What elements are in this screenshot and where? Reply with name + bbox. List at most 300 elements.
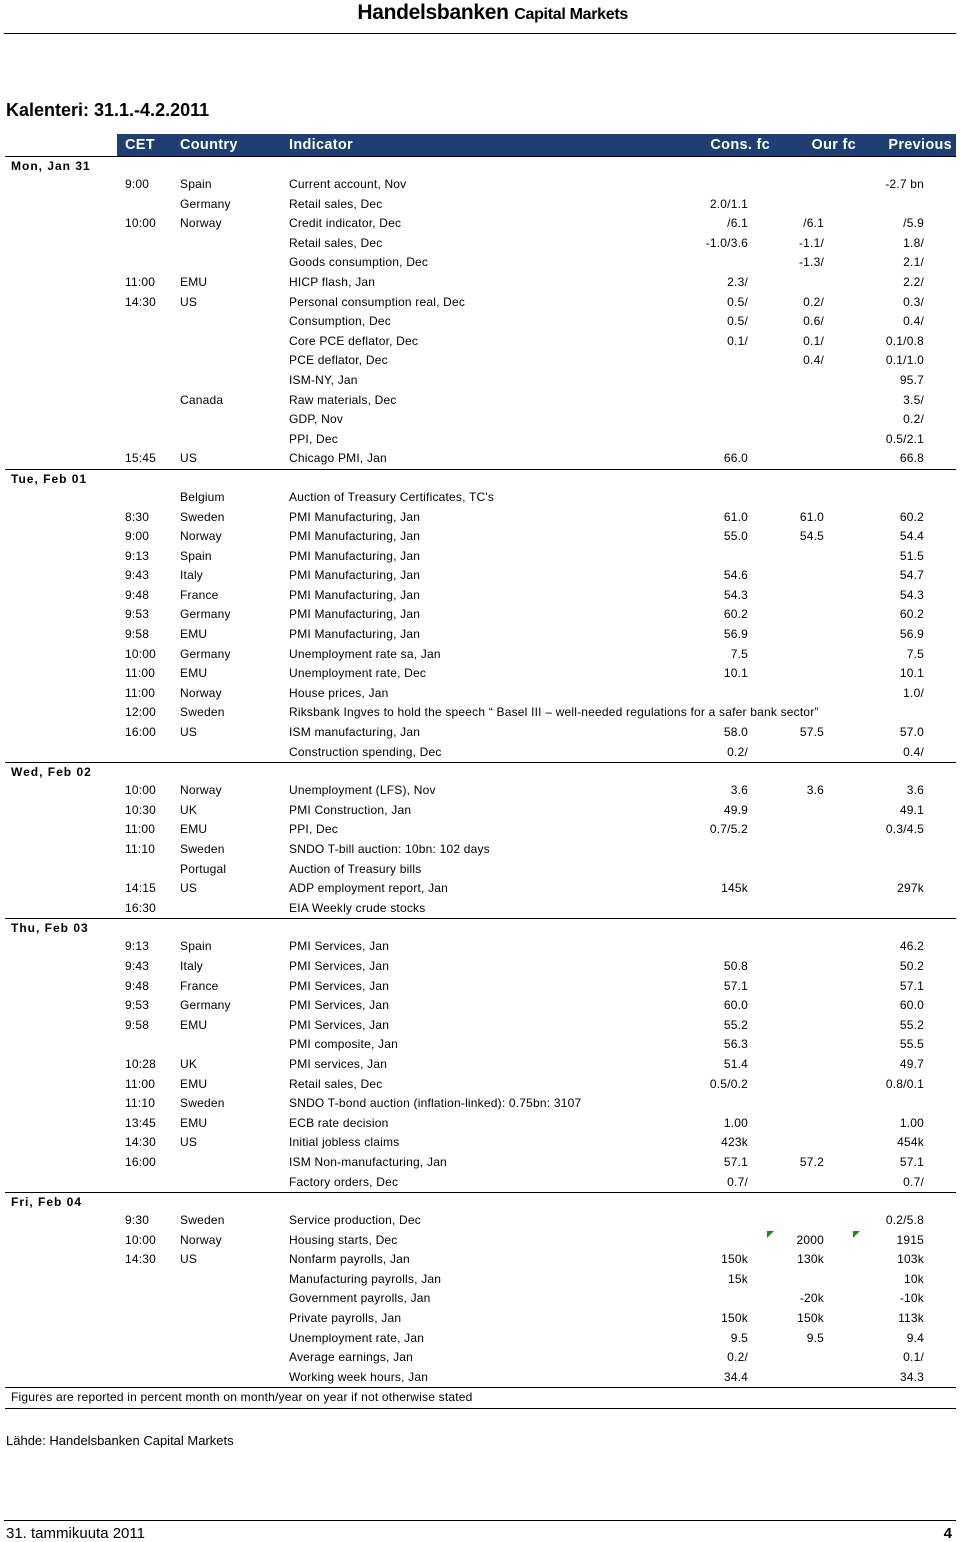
time-cell: 11:00 — [125, 1076, 156, 1091]
indicator-cell: Consumption, Dec — [289, 314, 391, 329]
table-row — [5, 801, 956, 821]
country-cell: EMU — [180, 822, 208, 837]
table-row — [5, 1075, 956, 1095]
day-header — [5, 156, 956, 175]
country-cell: Sweden — [180, 1096, 225, 1111]
table-row — [5, 743, 956, 763]
country-cell: Portugal — [180, 861, 227, 876]
day-header — [5, 762, 956, 781]
indicator-cell: PMI Manufacturing, Jan — [289, 529, 421, 544]
country-cell: EMU — [180, 274, 208, 289]
table-row — [5, 937, 956, 957]
indicator-cell: Core PCE deflator, Dec — [289, 333, 419, 348]
comment-marker-icon — [767, 1231, 774, 1238]
our-cell: -1.1/ — [798, 235, 824, 250]
indicator-cell: PPI, Dec — [289, 431, 338, 446]
cons-cell: 0.2/ — [727, 1350, 748, 1365]
indicator-cell: Construction spending, Dec — [289, 744, 442, 759]
country-cell: Germany — [180, 196, 231, 211]
our-cell: 57.5 — [799, 725, 824, 740]
table-row — [5, 547, 956, 567]
previous-cell: 60.2 — [899, 607, 924, 622]
table-row — [5, 253, 956, 273]
our-cell: 0.1/ — [803, 333, 824, 348]
our-cell: 61.0 — [799, 509, 824, 524]
previous-cell: 49.1 — [899, 802, 924, 817]
country-cell: UK — [180, 1056, 198, 1071]
table-row — [5, 820, 956, 840]
country-cell: Norway — [180, 783, 222, 798]
country-cell: France — [180, 587, 219, 602]
country-cell: Norway — [180, 216, 222, 231]
indicator-cell: PMI Services, Jan — [289, 998, 390, 1013]
day-header — [5, 1192, 956, 1211]
col-previous: Previous — [888, 137, 952, 153]
indicator-cell: Housing starts, Dec — [289, 1232, 398, 1247]
indicator-cell: PMI Services, Jan — [289, 958, 390, 973]
cons-cell: 0.5/ — [727, 294, 748, 309]
table-row — [5, 586, 956, 606]
cons-cell: 51.4 — [723, 1056, 748, 1071]
indicator-cell: EIA Weekly crude stocks — [289, 900, 426, 915]
indicator-cell: GDP, Nov — [289, 412, 344, 427]
country-cell: UK — [180, 802, 198, 817]
day-label: Thu, Feb 03 — [11, 921, 89, 936]
indicator-cell: Average earnings, Jan — [289, 1350, 414, 1365]
table-row — [5, 488, 956, 508]
footer-date: 31. tammikuuta 2011 — [6, 1525, 145, 1542]
cons-cell: 15k — [728, 1271, 748, 1286]
indicator-cell: PMI Construction, Jan — [289, 802, 412, 817]
our-cell: 0.2/ — [803, 294, 824, 309]
day-header — [5, 918, 956, 937]
header-divider — [4, 33, 956, 34]
time-cell: 14:15 — [125, 881, 157, 896]
previous-cell: 49.7 — [899, 1056, 924, 1071]
cons-cell: 56.3 — [723, 1037, 748, 1052]
col-cons: Cons. fc — [710, 137, 770, 153]
calendar-table — [5, 134, 956, 1409]
previous-cell: 9.4 — [906, 1330, 924, 1345]
indicator-cell: ISM Non-manufacturing, Jan — [289, 1154, 447, 1169]
indicator-cell: Manufacturing payrolls, Jan — [289, 1271, 442, 1286]
table-row — [5, 351, 956, 371]
previous-cell: 454k — [897, 1135, 924, 1150]
country-cell: Sweden — [180, 705, 225, 720]
table-row — [5, 840, 956, 860]
time-cell: 16:00 — [125, 1154, 157, 1169]
day-label: Fri, Feb 04 — [11, 1195, 83, 1210]
table-body — [5, 156, 956, 1409]
time-cell: 9:30 — [125, 1213, 150, 1228]
time-cell: 11:00 — [125, 666, 156, 681]
table-row — [5, 899, 956, 919]
day-label: Tue, Feb 01 — [11, 471, 88, 486]
indicator-cell: Factory orders, Dec — [289, 1174, 399, 1189]
indicator-cell: Initial jobless claims — [289, 1135, 400, 1150]
table-row — [5, 1289, 956, 1309]
table-row — [5, 1055, 956, 1075]
table-row — [5, 527, 956, 547]
cons-cell: 2.3/ — [727, 274, 748, 289]
cons-cell: 9.5 — [730, 1330, 748, 1345]
previous-cell: 103k — [897, 1252, 924, 1267]
previous-cell: 54.7 — [899, 568, 924, 583]
table-row — [5, 781, 956, 801]
indicator-cell: PMI Services, Jan — [289, 978, 390, 993]
indicator-cell: Current account, Nov — [289, 177, 407, 191]
table-row — [5, 723, 956, 743]
previous-cell: 1915 — [896, 1232, 924, 1247]
indicator-cell: Government payrolls, Jan — [289, 1291, 431, 1306]
col-cet: CET — [125, 137, 155, 153]
cons-cell: /6.1 — [727, 216, 748, 231]
cons-cell: 150k — [721, 1252, 748, 1267]
cons-cell: 0.5/0.2 — [709, 1076, 748, 1091]
previous-cell: 1.8/ — [903, 235, 924, 250]
country-cell: EMU — [180, 1115, 208, 1130]
previous-cell: 60.0 — [899, 998, 924, 1013]
indicator-cell: PMI Services, Jan — [289, 1017, 390, 1032]
cons-cell: 56.9 — [723, 627, 748, 642]
country-cell: Germany — [180, 998, 231, 1013]
cons-cell: 55.0 — [723, 529, 748, 544]
country-cell: EMU — [180, 666, 208, 681]
indicator-cell: PMI Services, Jan — [289, 939, 390, 954]
previous-cell: -10k — [899, 1291, 924, 1306]
previous-cell: 57.1 — [899, 1154, 924, 1169]
day-label: Mon, Jan 31 — [11, 159, 91, 173]
previous-cell: 3.6 — [906, 783, 924, 798]
indicator-cell: PMI Manufacturing, Jan — [289, 509, 421, 524]
table-row — [5, 293, 956, 313]
time-cell: 10:30 — [125, 802, 157, 817]
cons-cell: 1.00 — [723, 1115, 748, 1130]
table-row — [5, 1270, 956, 1290]
previous-cell: 55.5 — [899, 1037, 924, 1052]
country-cell: US — [180, 1252, 198, 1267]
indicator-cell: Service production, Dec — [289, 1213, 421, 1228]
indicator-cell: Chicago PMI, Jan — [289, 451, 387, 466]
time-cell: 9:48 — [125, 587, 150, 602]
country-cell: Sweden — [180, 509, 225, 524]
table-header — [117, 134, 956, 156]
our-cell: -20k — [799, 1291, 824, 1306]
table-row — [5, 332, 956, 352]
our-cell: 0.4/ — [803, 353, 824, 368]
indicator-cell: PPI, Dec — [289, 822, 338, 837]
cons-cell: 66.0 — [723, 451, 748, 466]
country-cell: Italy — [180, 568, 204, 583]
country-cell: Canada — [180, 392, 224, 407]
our-cell: -1.3/ — [798, 255, 824, 270]
cons-cell: 57.1 — [723, 978, 748, 993]
indicator-cell: ECB rate decision — [289, 1115, 389, 1130]
country-cell: Spain — [180, 548, 212, 563]
indicator-cell: ISM manufacturing, Jan — [289, 725, 421, 740]
col-indicator: Indicator — [289, 137, 353, 153]
time-cell: 9:13 — [125, 548, 150, 563]
table-row — [5, 684, 956, 704]
footer-divider — [4, 1520, 956, 1521]
table-row — [5, 214, 956, 234]
cons-cell: 54.3 — [723, 587, 748, 602]
cons-cell: 58.0 — [723, 725, 748, 740]
table-row — [5, 1133, 956, 1153]
cons-cell: 54.6 — [723, 568, 748, 583]
table-row — [5, 312, 956, 332]
indicator-cell: House prices, Jan — [289, 685, 389, 700]
previous-cell: 46.2 — [899, 939, 924, 954]
previous-cell: 55.2 — [899, 1017, 924, 1032]
time-cell: 16:00 — [125, 725, 157, 740]
col-our: Our fc — [811, 137, 856, 153]
table-row — [5, 1309, 956, 1329]
table-row — [5, 175, 956, 195]
country-cell: EMU — [180, 1076, 208, 1091]
previous-cell: 0.7/ — [903, 1174, 924, 1189]
table-row — [5, 430, 956, 450]
indicator-cell: PCE deflator, Dec — [289, 353, 388, 368]
day-header — [5, 469, 956, 488]
country-cell: Norway — [180, 1232, 222, 1247]
cons-cell: 0.7/ — [727, 1174, 748, 1189]
previous-cell: 34.3 — [899, 1369, 924, 1384]
time-cell: 11:10 — [125, 842, 156, 856]
country-cell: US — [180, 1135, 198, 1150]
time-cell: 10:28 — [125, 1056, 157, 1071]
brand-logo — [357, 0, 628, 34]
indicator-cell: PMI Manufacturing, Jan — [289, 587, 421, 602]
table-row — [5, 234, 956, 254]
cons-cell: 0.1/ — [727, 333, 748, 348]
table-row — [5, 1153, 956, 1173]
previous-cell: 113k — [898, 1311, 924, 1326]
table-row — [5, 1035, 956, 1055]
previous-cell: 0.3/ — [903, 294, 924, 309]
footnote: Figures are reported in percent month on month/year on year if not otherwise stated — [11, 1390, 473, 1405]
country-cell: Norway — [180, 685, 222, 700]
time-cell: 9:58 — [125, 627, 150, 642]
indicator-cell: ISM-NY, Jan — [289, 372, 358, 387]
previous-cell: 57.1 — [899, 978, 924, 993]
table-row — [5, 879, 956, 899]
cons-cell: 3.6 — [730, 783, 748, 798]
indicator-cell: Personal consumption real, Dec — [289, 294, 466, 309]
indicator-cell: PMI Manufacturing, Jan — [289, 548, 421, 563]
time-cell: 11:00 — [125, 822, 156, 837]
previous-cell: 2.1/ — [903, 255, 924, 270]
previous-cell: 66.8 — [899, 451, 924, 466]
table-row — [5, 664, 956, 684]
time-cell: 9:00 — [125, 529, 150, 544]
table-row — [5, 605, 956, 625]
country-cell: Germany — [180, 646, 231, 661]
time-cell: 11:00 — [125, 274, 156, 289]
cons-cell: 55.2 — [723, 1017, 748, 1032]
our-cell: 3.6 — [806, 783, 824, 798]
indicator-cell: PMI Manufacturing, Jan — [289, 607, 421, 622]
day-label: Wed, Feb 02 — [11, 765, 92, 780]
cons-cell: 34.4 — [723, 1369, 748, 1384]
previous-cell: 10.1 — [899, 666, 924, 681]
table-row — [5, 1329, 956, 1349]
country-cell: Belgium — [180, 489, 225, 504]
time-cell: 15:45 — [125, 451, 157, 466]
time-cell: 9:00 — [125, 177, 150, 191]
indicator-cell: PMI services, Jan — [289, 1056, 388, 1071]
country-cell: EMU — [180, 1017, 208, 1032]
brand-sub: Capital Markets — [514, 6, 628, 23]
previous-cell: 54.3 — [899, 587, 924, 602]
cons-cell: 0.5/ — [727, 314, 748, 329]
source-note: Lähde: Handelsbanken Capital Markets — [6, 1433, 234, 1448]
indicator-cell: Riksbank Ingves to hold the speech “ Basel III – well-needed regulations for a safer bank sector” — [289, 705, 819, 720]
country-cell: US — [180, 451, 198, 466]
indicator-cell: Nonfarm payrolls, Jan — [289, 1252, 410, 1267]
indicator-cell: SNDO T-bond auction (inflation-linked): 0.75bn: 3107 — [289, 1096, 582, 1111]
time-cell: 10:00 — [125, 216, 157, 231]
country-cell: Italy — [180, 958, 204, 973]
previous-cell: 50.2 — [899, 958, 924, 973]
country-cell: Spain — [180, 177, 212, 191]
cons-cell: 150k — [721, 1311, 748, 1326]
table-row — [5, 508, 956, 528]
previous-cell: 56.9 — [899, 627, 924, 642]
previous-cell: /5.9 — [903, 216, 924, 231]
indicator-cell: SNDO T-bill auction: 10bn: 102 days — [289, 842, 490, 856]
time-cell: 10:00 — [125, 646, 157, 661]
indicator-cell: Unemployment rate, Dec — [289, 666, 427, 681]
page-title: Kalenteri: 31.1.-4.2.2011 — [6, 100, 210, 120]
time-cell: 10:00 — [125, 783, 157, 798]
previous-cell: 0.4/ — [903, 314, 924, 329]
cons-cell: 50.8 — [723, 958, 748, 973]
our-cell: 150k — [797, 1311, 824, 1326]
previous-cell: 0.2/ — [903, 412, 924, 427]
previous-cell: 0.1/0.8 — [885, 333, 924, 348]
table-row — [5, 996, 956, 1016]
table-row — [5, 1114, 956, 1134]
cons-cell: 10.1 — [723, 666, 748, 681]
previous-cell: 3.5/ — [903, 392, 924, 407]
time-cell: 9:53 — [125, 607, 150, 622]
country-cell: Norway — [180, 529, 222, 544]
indicator-cell: PMI composite, Jan — [289, 1037, 398, 1052]
previous-cell: 1.0/ — [903, 685, 924, 700]
indicator-cell: Unemployment (LFS), Nov — [289, 783, 436, 798]
cons-cell: -1.0/3.6 — [705, 235, 748, 250]
time-cell: 14:30 — [125, 1252, 157, 1267]
table-row — [5, 957, 956, 977]
previous-cell: 0.4/ — [903, 744, 924, 759]
indicator-cell: PMI Manufacturing, Jan — [289, 568, 421, 583]
country-cell: US — [180, 881, 198, 896]
indicator-cell: Auction of Treasury bills — [289, 861, 422, 876]
time-cell: 11:10 — [125, 1096, 156, 1111]
col-country: Country — [180, 137, 238, 153]
time-cell: 14:30 — [125, 1135, 157, 1150]
table-row — [5, 449, 956, 469]
our-cell: 9.5 — [806, 1330, 824, 1345]
previous-cell: 0.3/4.5 — [885, 822, 924, 837]
our-cell: 2000 — [796, 1232, 824, 1247]
table-row — [5, 703, 956, 723]
our-cell: /6.1 — [803, 216, 824, 231]
time-cell: 9:48 — [125, 978, 150, 993]
indicator-cell: Unemployment rate sa, Jan — [289, 646, 441, 661]
our-cell: 0.6/ — [803, 314, 824, 329]
cons-cell: 2.0/1.1 — [709, 196, 748, 211]
previous-cell: 95.7 — [899, 372, 924, 387]
table-row — [5, 977, 956, 997]
country-cell: Germany — [180, 607, 231, 622]
indicator-cell: Retail sales, Dec — [289, 235, 383, 250]
time-cell: 9:43 — [125, 568, 150, 583]
time-cell: 14:30 — [125, 294, 157, 309]
indicator-cell: Goods consumption, Dec — [289, 255, 429, 270]
table-row — [5, 1211, 956, 1231]
indicator-cell: Private payrolls, Jan — [289, 1311, 402, 1326]
time-cell: 16:30 — [125, 900, 157, 915]
brand-name: Handelsbanken — [357, 1, 509, 24]
country-cell: Spain — [180, 939, 212, 954]
previous-cell: 0.5/2.1 — [885, 431, 924, 446]
table-row — [5, 1016, 956, 1036]
cons-cell: 145k — [721, 881, 748, 896]
time-cell: 10:00 — [125, 1232, 157, 1247]
time-cell: 13:45 — [125, 1115, 157, 1130]
table-row — [5, 273, 956, 293]
country-cell: US — [180, 725, 198, 740]
table-row — [5, 1250, 956, 1270]
previous-cell: 0.2/5.8 — [885, 1213, 924, 1228]
time-cell: 9:43 — [125, 958, 150, 973]
previous-cell: 1.00 — [899, 1115, 924, 1130]
cons-cell: 57.1 — [723, 1154, 748, 1169]
country-cell: Sweden — [180, 1213, 225, 1228]
country-cell: France — [180, 978, 219, 993]
indicator-cell: Credit indicator, Dec — [289, 216, 402, 231]
previous-cell: 7.5 — [906, 646, 924, 661]
country-cell: US — [180, 294, 198, 309]
time-cell: 12:00 — [125, 705, 157, 720]
previous-cell: 10k — [904, 1271, 924, 1286]
table-row — [5, 391, 956, 411]
table-row — [5, 625, 956, 645]
indicator-cell: Auction of Treasury Certificates, TC's — [289, 489, 495, 504]
time-cell: 9:13 — [125, 939, 150, 954]
table-row — [5, 371, 956, 391]
table-row — [5, 1348, 956, 1368]
indicator-cell: ADP employment report, Jan — [289, 881, 449, 896]
indicator-cell: PMI Manufacturing, Jan — [289, 627, 421, 642]
our-cell: 130k — [797, 1252, 824, 1267]
previous-cell: 0.1/1.0 — [885, 353, 924, 368]
country-cell: Sweden — [180, 842, 225, 856]
table-row — [5, 410, 956, 430]
table-row — [5, 1173, 956, 1193]
previous-cell: 51.5 — [899, 548, 924, 563]
table-row — [5, 1368, 956, 1388]
indicator-cell: Working week hours, Jan — [289, 1369, 429, 1384]
previous-cell: 60.2 — [899, 509, 924, 524]
table-row — [5, 860, 956, 880]
previous-cell: 57.0 — [899, 725, 924, 740]
table-row — [5, 1094, 956, 1114]
time-cell: 8:30 — [125, 509, 150, 524]
comment-marker-icon — [853, 1231, 860, 1238]
